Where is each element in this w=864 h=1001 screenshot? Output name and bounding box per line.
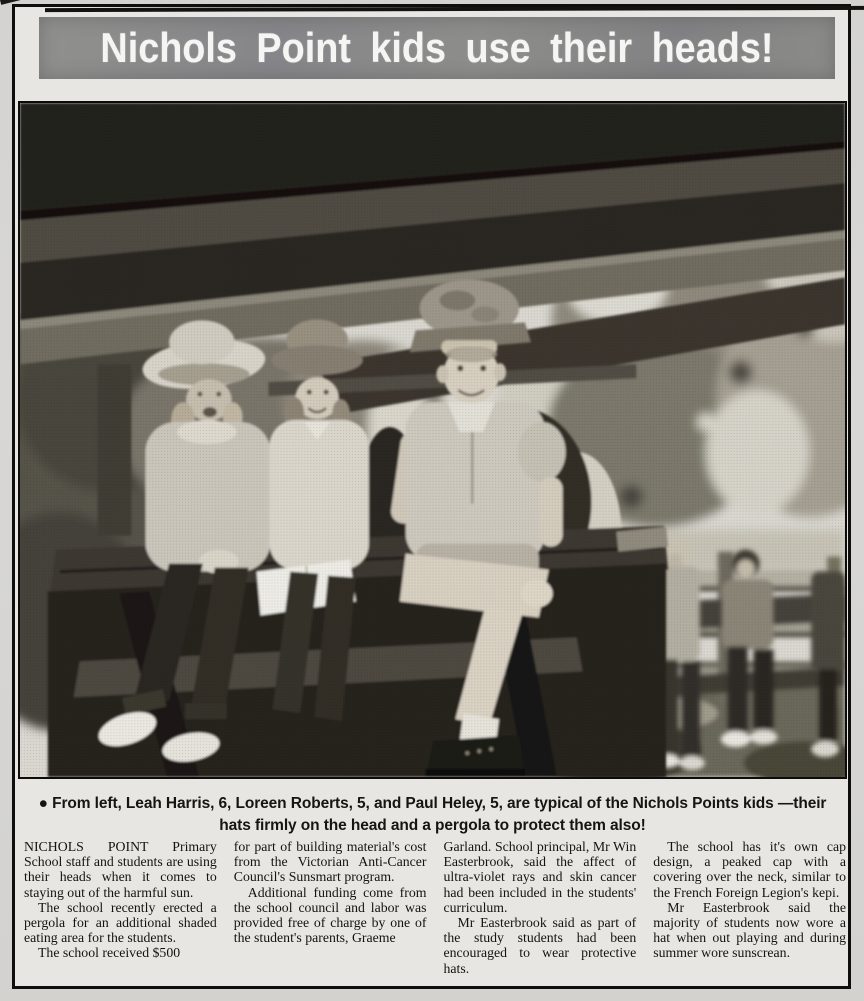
paragraph: Additional funding come from the school council and labor was provided free of charge by one of the student's parents, Graeme [233, 884, 427, 946]
news-photo [18, 101, 847, 779]
paragraph: Mr Easterbrook said as part of the study students had been encouraged to wear protective hats. [443, 915, 637, 976]
article-column-4 [653, 839, 846, 987]
paragraph: Garland. School principal, Mr Win Easterbrook, said the affect of ultra-violet rays and skin cancer had been included in the students' curriculum. [443, 839, 637, 915]
headline-banner [39, 17, 835, 79]
paragraph: for part of building material's cost from the Victorian Anti-Cancer Council's Sunsmart program. [233, 839, 427, 885]
paragraph: NICHOLS POINT Primary School staff and students are using their heads when it comes to staying out of the harmful sun. [24, 839, 217, 900]
photo-illustration [20, 103, 845, 777]
article-column-2 [234, 839, 427, 987]
halftone-grain [20, 103, 845, 777]
caption-line-1: From left, Leah Harris, 6, Loreen Roberts, 5, and Paul Heley, 5, are typical of the Nichols Points kids —their [52, 795, 827, 812]
caption-bullet-icon: ● [38, 795, 48, 812]
paragraph: The school received $500 [38, 945, 181, 961]
article-columns [24, 839, 846, 987]
photo-caption [25, 793, 840, 837]
top-rule [45, 6, 864, 12]
paragraph: The school has it's own cap design, a peaked cap with a covering over the neck, similar to the French Foreign Legion's kepi. [653, 839, 846, 900]
article-box [12, 4, 851, 989]
article-column-1 [24, 839, 217, 987]
paragraph: The school recently erected a pergola for an additional shaded eating area for the students. [24, 899, 217, 946]
paragraph: Mr Easterbrook said the majority of students now wore a hat when out playing and during summer wore sunscrean. [653, 899, 846, 961]
headline-text: Nichols Point kids use their heads! [100, 24, 774, 71]
article-column-3 [444, 839, 637, 987]
caption-line-2: hats firmly on the head and a pergola to protect them also! [219, 817, 646, 834]
